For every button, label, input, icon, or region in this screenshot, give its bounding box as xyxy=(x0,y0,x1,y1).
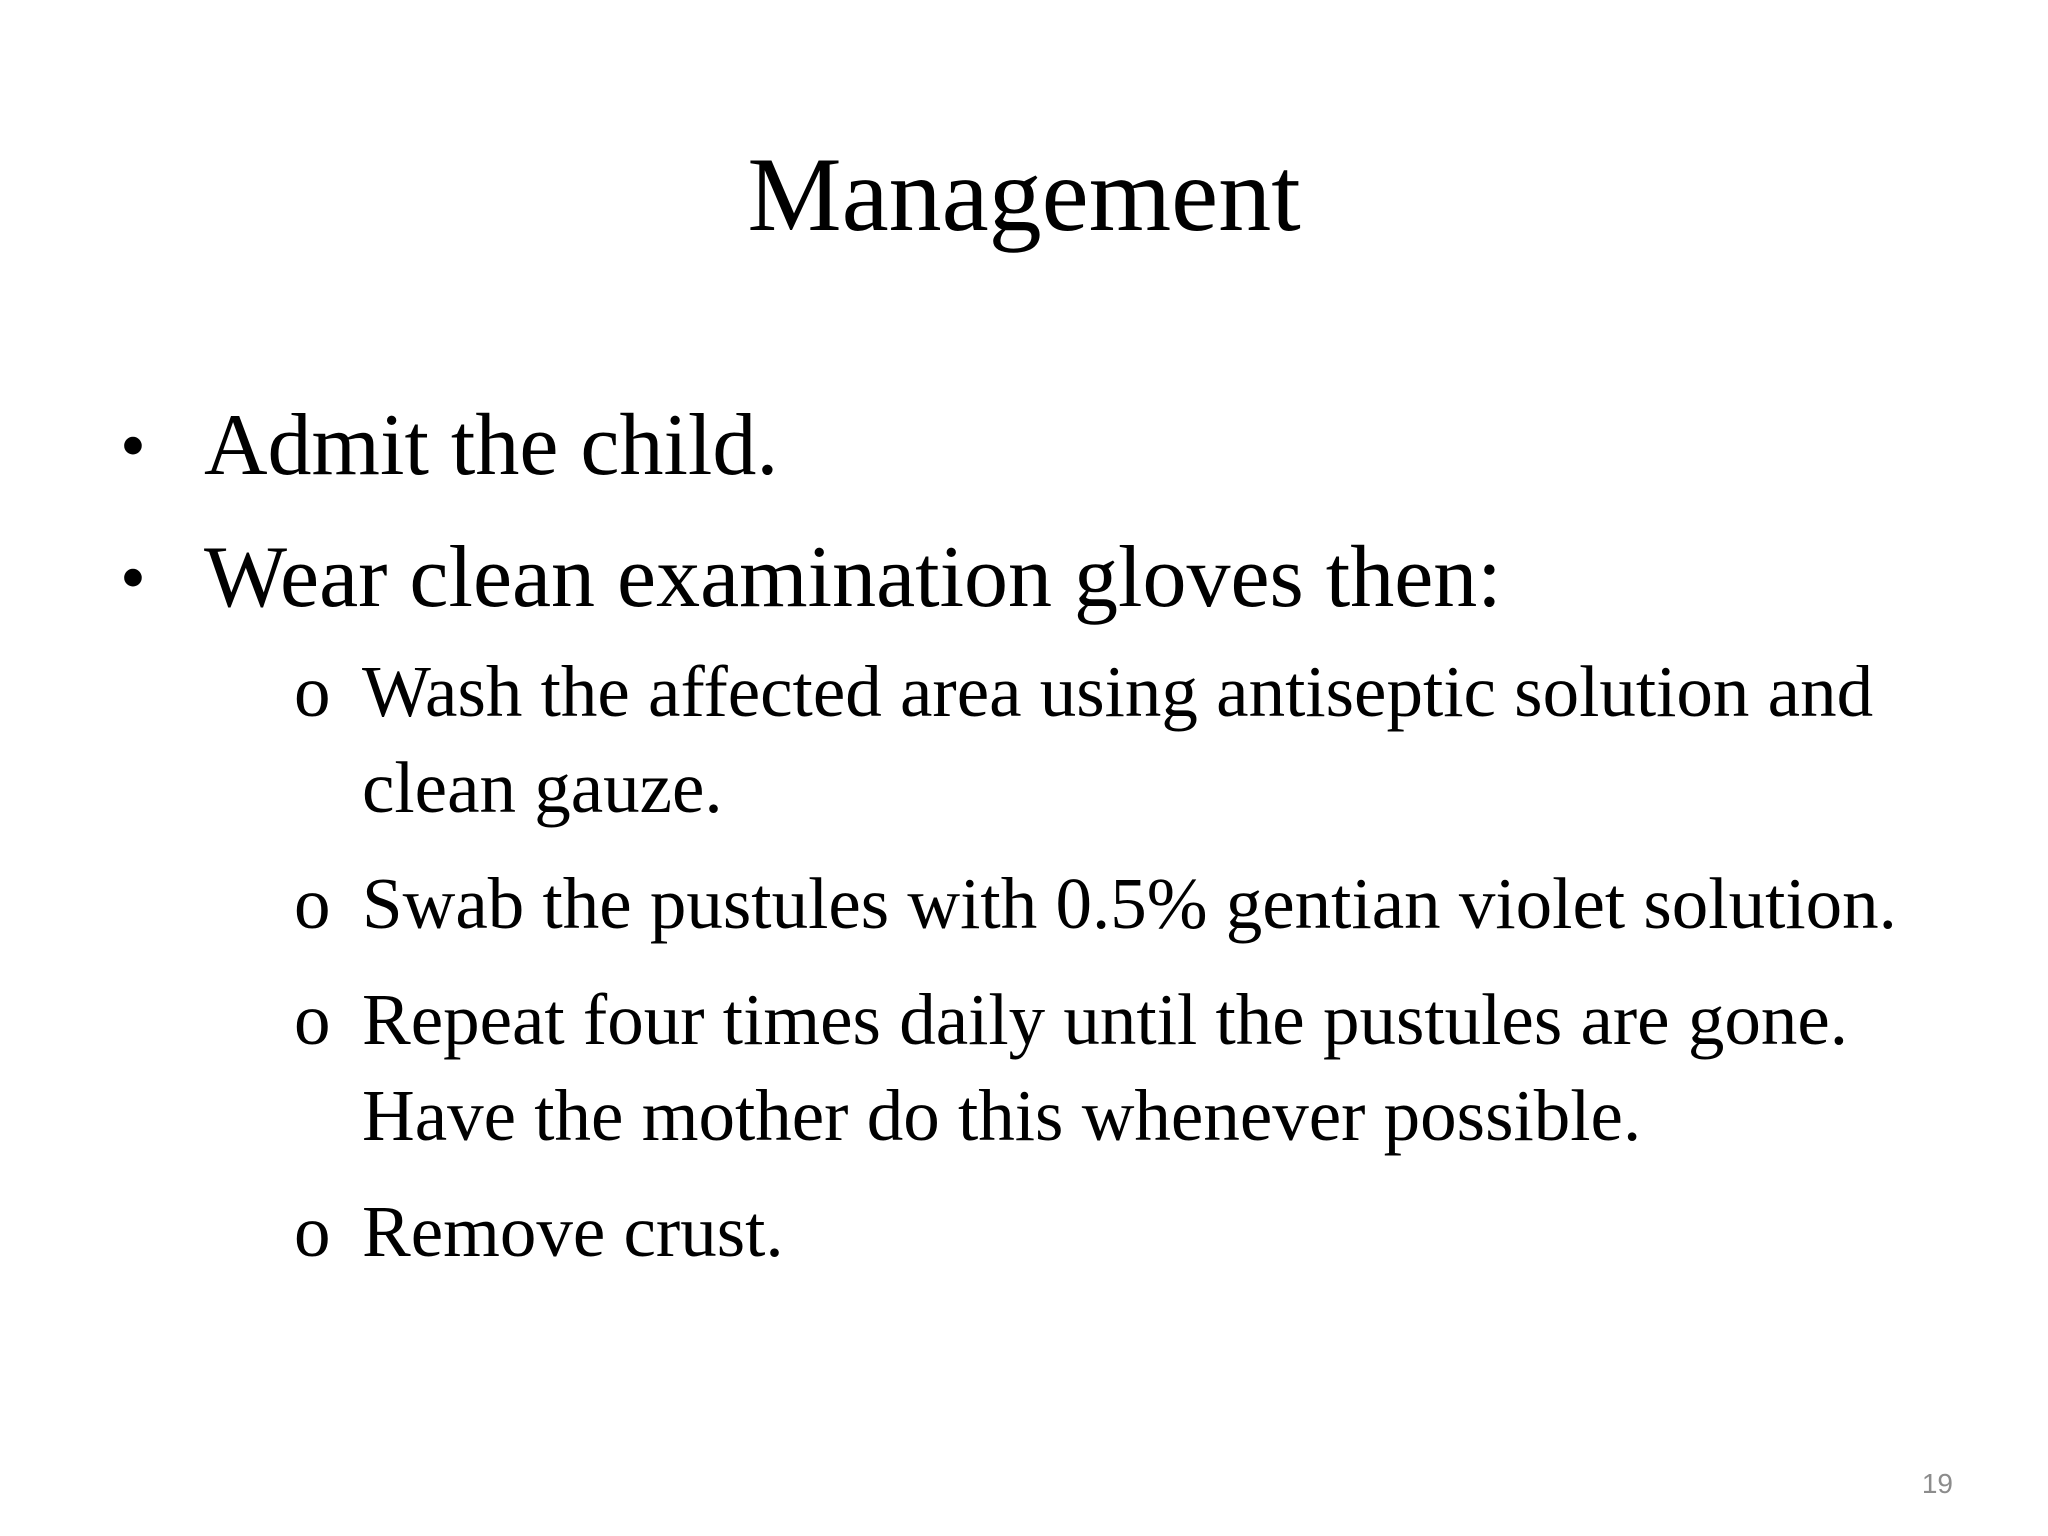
slide-title: Management xyxy=(747,136,1301,253)
sub-bullet-marker: o xyxy=(294,979,331,1060)
bullet-text: Wear clean examination gloves then: xyxy=(204,529,1502,626)
sub-bullet-marker: o xyxy=(294,651,331,732)
bullet-list xyxy=(120,380,1960,1300)
bullet-marker: • xyxy=(120,537,146,619)
sub-bullet-marker: o xyxy=(294,1191,331,1272)
sub-bullet-item xyxy=(294,1184,1960,1280)
sub-bullet-text: Swab the pustules with 0.5% gentian violet solution. xyxy=(362,863,1897,944)
sub-bullet-text: Remove crust. xyxy=(362,1191,784,1272)
sub-bullet-text: Repeat four times daily until the pustules are gone. Have the mother do this whenever possible. xyxy=(362,979,1848,1156)
bullet-text: Admit the child. xyxy=(204,397,779,494)
sub-bullet-item xyxy=(294,972,1960,1164)
bullet-item xyxy=(120,380,1960,512)
sub-bullet-text: Wash the affected area using antiseptic solution and clean gauze. xyxy=(362,651,1874,828)
sub-bullet-item xyxy=(294,644,1960,836)
page-number: 19 xyxy=(1921,1468,1953,1499)
bullet-marker: • xyxy=(120,405,146,487)
bullet-item xyxy=(120,512,1960,644)
sub-bullet-marker: o xyxy=(294,863,331,944)
sub-bullet-item xyxy=(294,856,1960,952)
